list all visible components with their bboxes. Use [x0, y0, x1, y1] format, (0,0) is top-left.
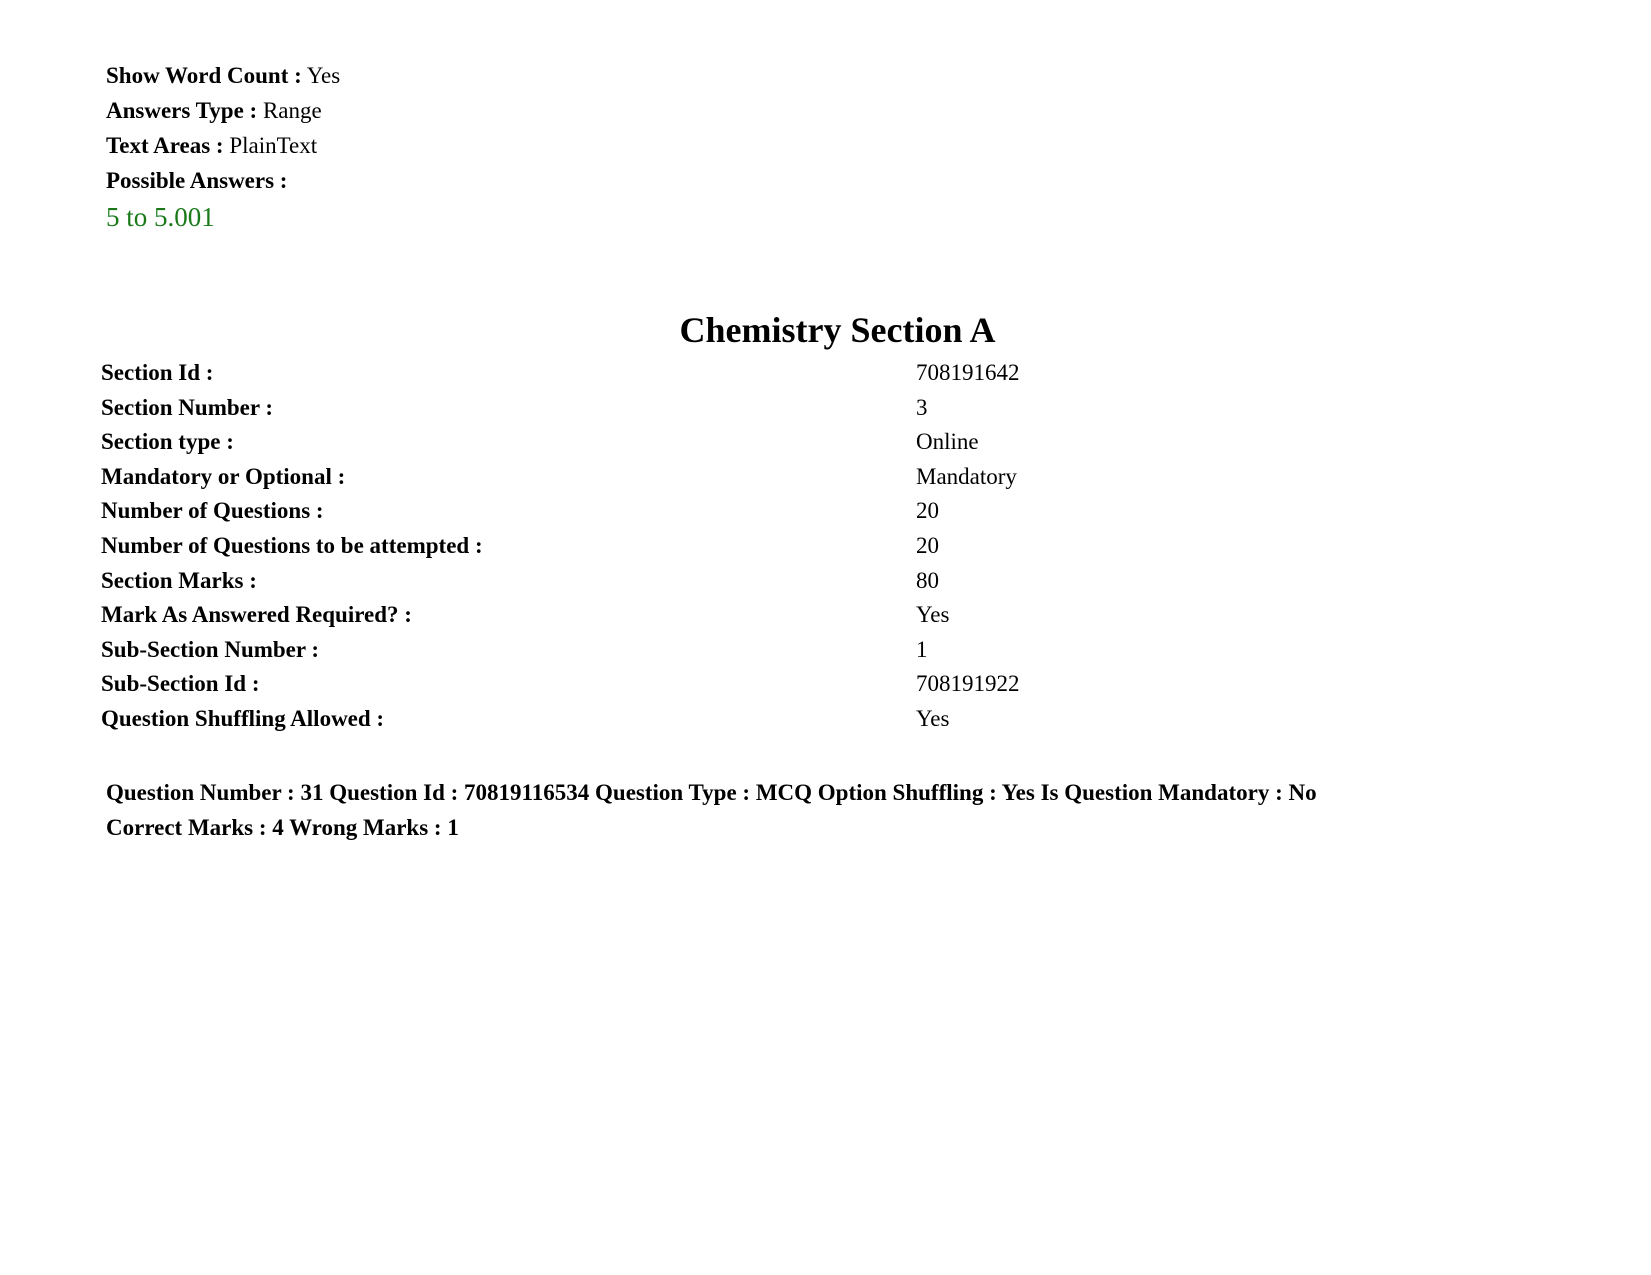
show-word-count-line [106, 58, 340, 93]
section-marks-value: 80 [916, 567, 939, 593]
section-number-label: Section Number : [101, 394, 274, 420]
questions-to-attempt-value: 20 [916, 532, 939, 558]
text-areas-line [106, 128, 340, 163]
answers-type-value: Range [262, 98, 322, 123]
possible-answers-line [106, 163, 340, 198]
text-areas-label: Text Areas : [106, 133, 224, 158]
question-header [106, 775, 1586, 845]
possible-answer-value: 5 to 5.001 [106, 202, 215, 232]
sub-section-id-label: Sub-Section Id : [101, 671, 260, 697]
mandatory-optional-value: Mandatory [916, 463, 1017, 489]
number-of-questions-value: 20 [916, 498, 939, 524]
mark-as-answered-value: Yes [916, 602, 950, 628]
section-id-value: 708191642 [916, 360, 1020, 385]
answers-type-line [106, 93, 340, 128]
previous-question-meta [106, 58, 340, 235]
text-areas-value: PlainText [229, 133, 318, 158]
number-of-questions-label: Number of Questions : [101, 498, 324, 524]
sub-section-id-value: 708191922 [916, 671, 1020, 697]
questions-to-attempt-label: Number of Questions to be attempted : [101, 532, 483, 558]
answers-type-label: Answers Type : [106, 98, 258, 123]
section-type-label: Section type : [101, 429, 234, 455]
sub-section-number-value: 1 [916, 636, 928, 662]
section-number-value: 3 [916, 394, 928, 420]
sub-section-number-label: Sub-Section Number : [101, 636, 320, 662]
question-header-line-2: Correct Marks : 4 Wrong Marks : 1 [106, 815, 459, 840]
section-id-label: Section Id : [101, 360, 214, 385]
show-word-count-label: Show Word Count : [106, 63, 302, 88]
section-title: Chemistry Section A [679, 310, 996, 350]
section-type-value: Online [916, 429, 979, 455]
section-marks-label: Section Marks : [101, 567, 257, 593]
question-shuffling-value: Yes [916, 705, 950, 731]
mandatory-optional-label: Mandatory or Optional : [101, 463, 346, 489]
possible-answers-label: Possible Answers : [106, 168, 288, 193]
question-header-line-1: Question Number : 31 Question Id : 70819116534 Question Type : MCQ Option Shuffling : Yes Is Question Mandatory : No [106, 780, 1317, 805]
question-shuffling-label: Question Shuffling Allowed : [101, 705, 385, 731]
mark-as-answered-label: Mark As Answered Required? : [101, 602, 412, 628]
show-word-count-value: Yes [306, 63, 341, 88]
